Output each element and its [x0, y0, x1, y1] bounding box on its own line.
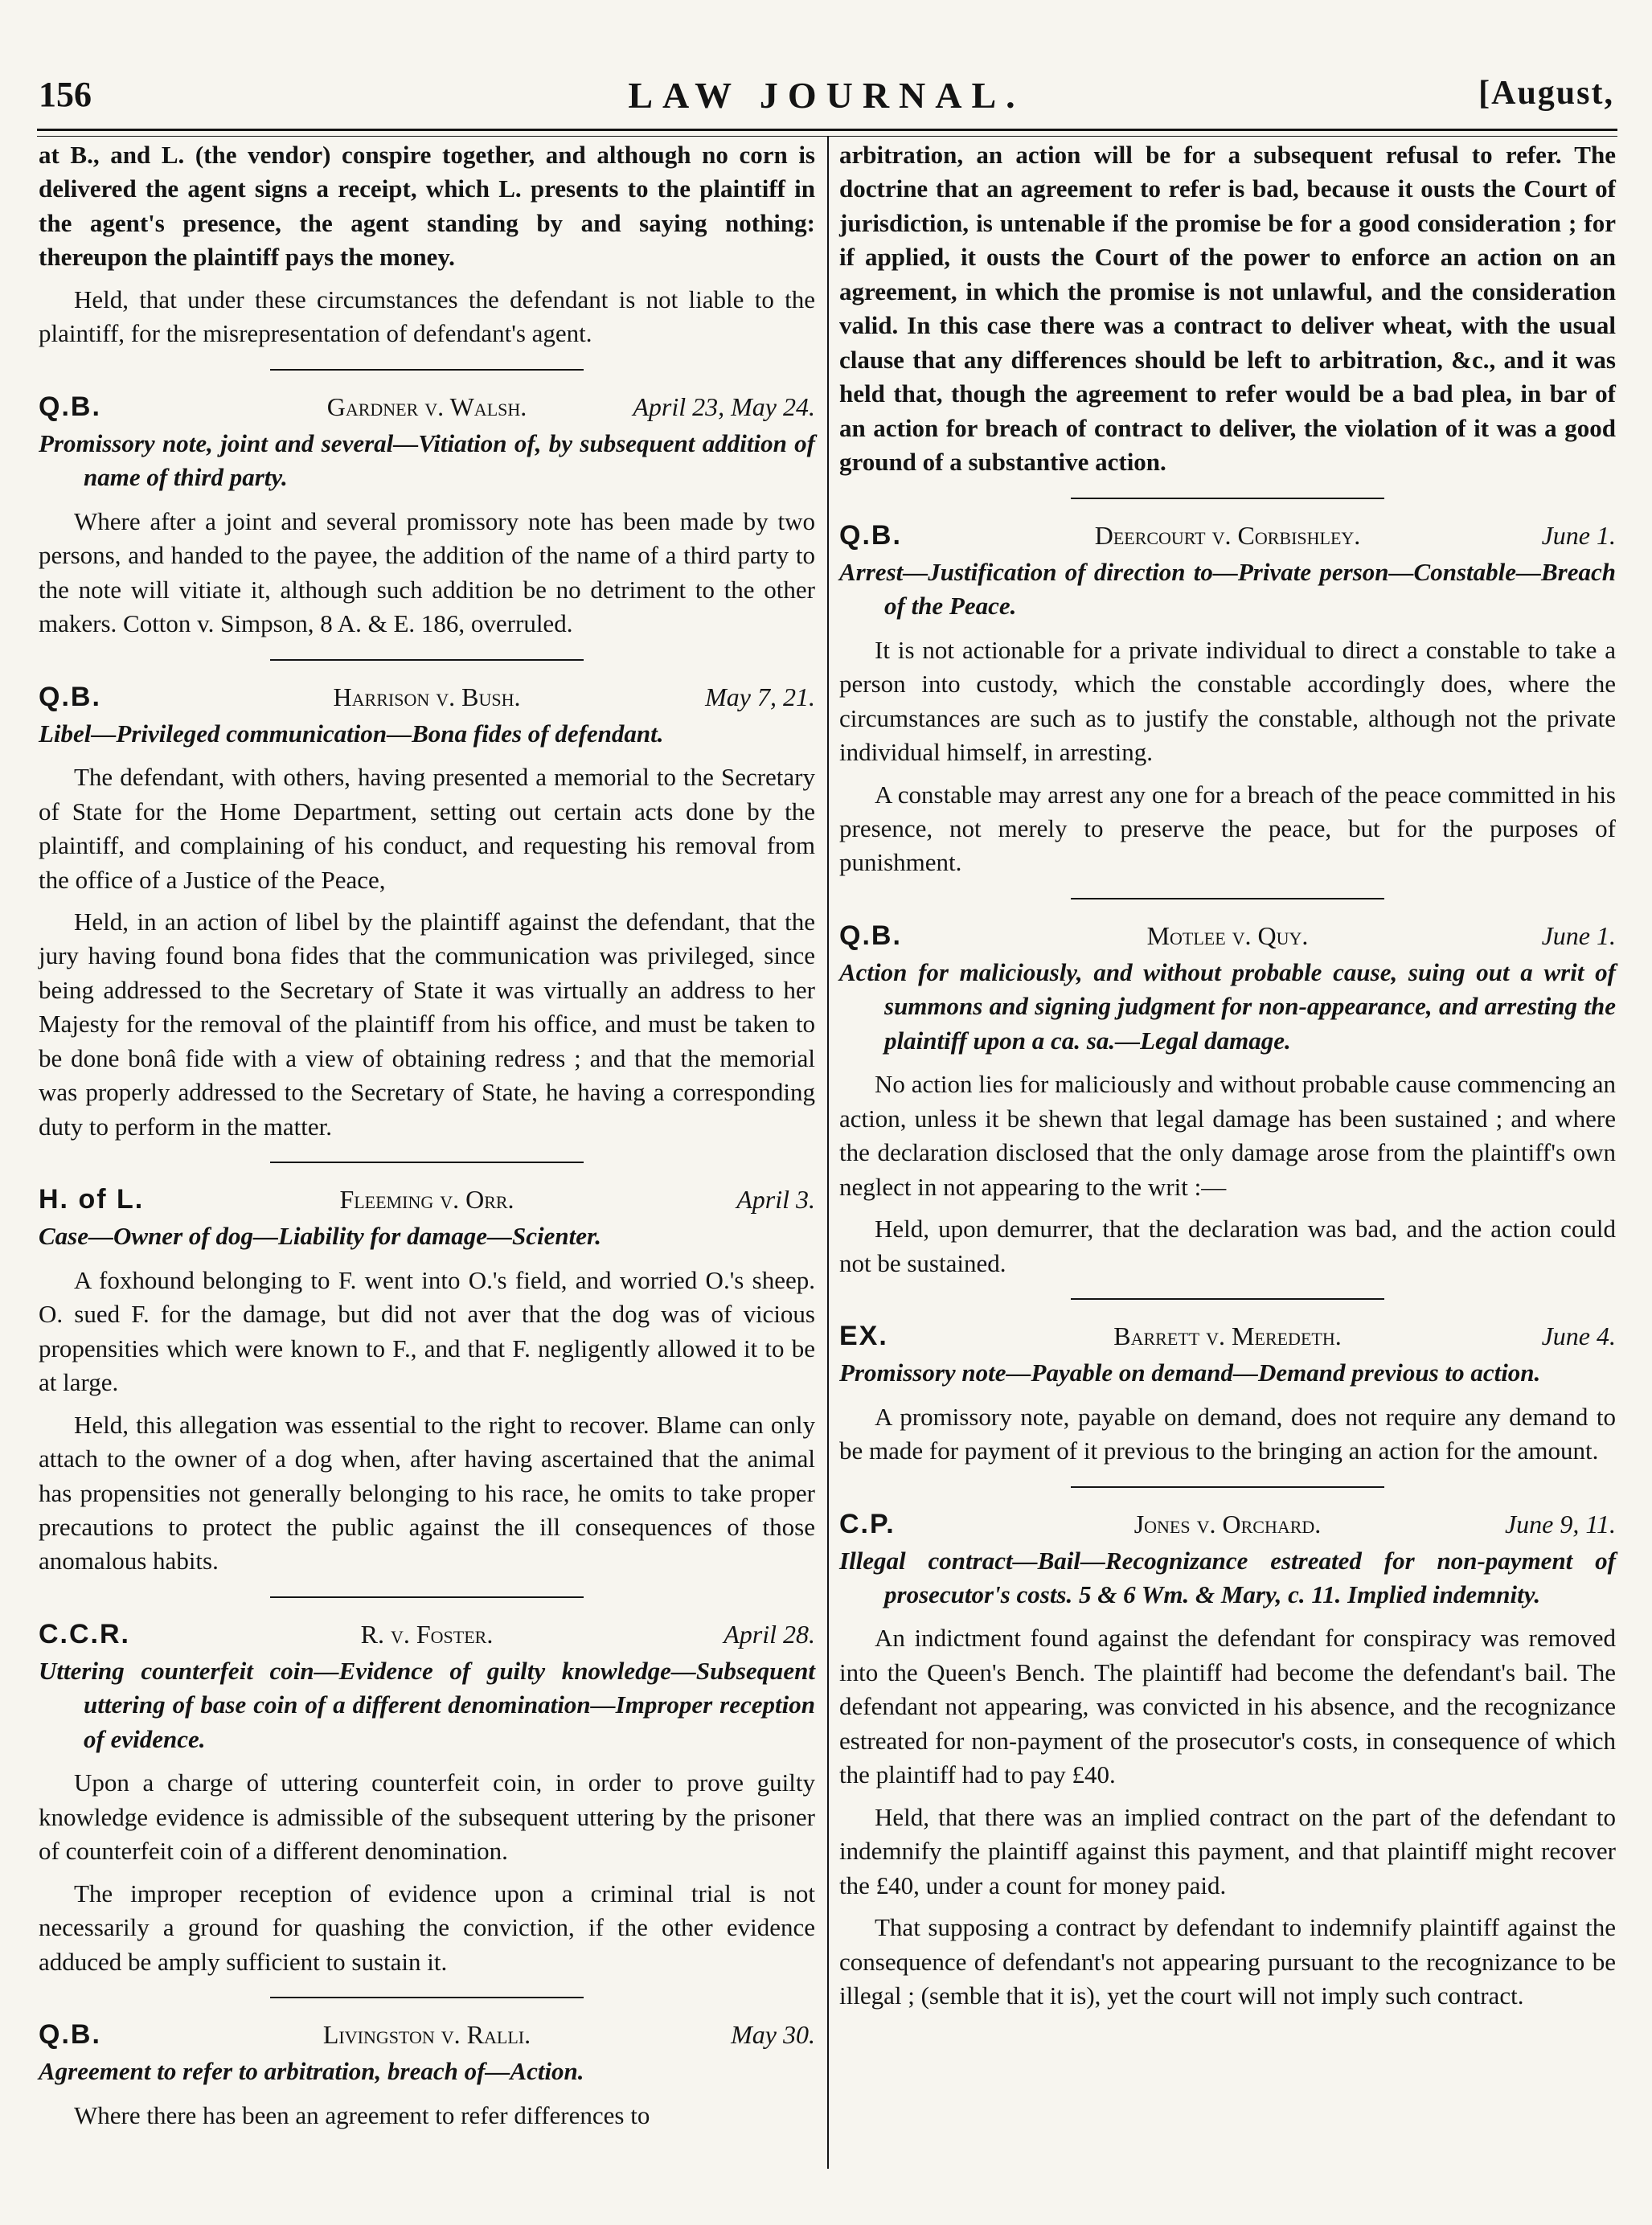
paragraph: The defendant, with others, having presented a memorial to the Secretary of State for the Home Department, setting out certain acts done by the plaintiff, and complaining of his conduct, and requesting his removal from the office of a Justice of the Peace,: [39, 763, 815, 894]
paragraph: Upon a charge of uttering counterfeit coin, in order to prove guilty knowledge evidence is admissible of the subsequent uttering by the prisoner of counterfeit coin of a different denomination.: [39, 1768, 815, 1866]
case-name: Livingston v. Ralli.: [322, 2020, 531, 2050]
case-name: Deercourt v. Corbishley.: [1094, 520, 1361, 550]
court-label: Q.B.: [839, 519, 902, 551]
left-column: [39, 138, 815, 2141]
paragraph: Where there has been an agreement to refer differences to: [74, 2100, 650, 2129]
paragraph: It is not actionable for a private individual to direct a constable to take a person into custody, which the constable accordingly does, where the circumstances are such as to justify the constable, although not the private individual himself, in arresting.: [839, 635, 1616, 767]
court-label: C.P.: [839, 1508, 896, 1539]
case-date: April 3.: [736, 1185, 815, 1215]
case-heading: [39, 387, 815, 427]
paragraph: That supposing a contract by defendant to indemnify plaintiff against the consequence of defendant's not appearing pursuant to the recognizance to be illegal ; (semble that it is), yet the court will not imply such contract.: [839, 1913, 1616, 2010]
page-header: [39, 74, 1614, 124]
paragraph: No action lies for maliciously and without probable cause commencing an action, unless it be shewn that legal damage has been sustained ; and where the declaration disclosed that the only damage arose from the plaintiff's own neglect in not appearing to the writ :—: [839, 1070, 1616, 1201]
case-topic: Promissory note, joint and several—Vitiation of, by subsequent addition of name of third party.: [39, 428, 815, 492]
case-heading: [839, 1504, 1616, 1544]
case-date: June 1.: [1541, 920, 1616, 950]
column-divider: [827, 137, 829, 2169]
case-name: Fleeming v. Orr.: [339, 1185, 514, 1215]
section-rule: [270, 1162, 584, 1163]
paragraph: Held, upon demurrer, that the declaration was bad, and the action could not be sustained.: [839, 1215, 1616, 1277]
case-topic: Libel—Privileged communication—Bona fides of defendant.: [39, 719, 664, 748]
paragraph: Held, in an action of libel by the plaintiff against the defendant, that the jury having found bona fides that the communication was privileged, since being addressed to the Secretary of State it was virtually an address to her Majesty for the removal of the plaintiff from his office, and must be taken to be done bonâ fide with a view of obtaining redress ; and that the memorial was properly addressed to the Secretary of State, he having a corresponding duty to perform in the matter.: [39, 907, 815, 1141]
case-topic: Illegal contract—Bail—Recognizance estreated for non-payment of prosecutor's costs. 5 & 6 Wm. & Mary, c. 11. Implied indemnity.: [839, 1546, 1616, 1608]
court-label: Q.B.: [839, 920, 902, 951]
case-heading: [839, 1316, 1616, 1356]
case-topic: Action for maliciously, and without probable cause, suing out a writ of summons and signing judgment for non-appearance, and arresting the plaintiff upon a ca. sa.—Legal damage.: [839, 957, 1616, 1055]
case-heading: [39, 1179, 815, 1219]
case-heading: [39, 2014, 815, 2055]
case-name: Barrett v. Meredeth.: [1113, 1321, 1342, 1351]
paragraph: The improper reception of evidence upon a criminal trial is not necessarily a ground for quashing the conviction, if the other evidence adduced be amply sufficient to sustain it.: [39, 1879, 815, 1976]
case-heading: [39, 677, 815, 717]
case-date: June 9, 11.: [1504, 1509, 1616, 1539]
section-rule: [270, 369, 584, 371]
section-rule: [1071, 1486, 1384, 1488]
section-rule: [1071, 898, 1384, 899]
section-rule: [270, 1596, 584, 1598]
running-month: [August,: [1478, 75, 1614, 112]
court-label: Q.B.: [39, 681, 101, 712]
paragraph: at B., and L. (the vendor) conspire together, and although no corn is delivered the agent signs a receipt, which L. presents to the plaintiff in the agent's presence, the agent standing by and saying nothing: thereupon the plaintiff pays the money.: [39, 141, 815, 272]
court-label: C.C.R.: [39, 1618, 130, 1649]
header-rule: [37, 129, 1617, 137]
case-heading: [839, 515, 1616, 555]
case-topic: Promissory note—Payable on demand—Demand previous to action.: [839, 1358, 1541, 1387]
case-date: June 4.: [1541, 1321, 1616, 1351]
page-number: 156: [39, 75, 92, 114]
paragraph: A constable may arrest any one for a breach of the peace committed in his presence, not merely to preserve the peace, but for the purposes of punishment.: [839, 780, 1616, 877]
paragraph: Held, that there was an implied contract on the part of the defendant to indemnify the plaintiff against this payment, and that plaintiff might recover the £40, under a count for money paid.: [839, 1802, 1616, 1899]
case-date: April 28.: [724, 1619, 815, 1649]
case-name: Harrison v. Bush.: [333, 682, 521, 711]
case-date: April 23, May 24.: [633, 391, 815, 421]
case-name: Motlee v. Quy.: [1146, 920, 1309, 950]
court-label: EX.: [839, 1321, 888, 1352]
case-date: May 30.: [731, 2020, 815, 2050]
case-name: Gardner v. Walsh.: [326, 391, 527, 421]
case-heading: [839, 916, 1616, 956]
case-topic: Arrest—Justification of direction to—Private person—Constable—Breach of the Peace.: [839, 557, 1616, 621]
paragraph: Held, that under these circumstances the defendant is not liable to the plaintiff, for the misrepresentation of defendant's agent.: [39, 285, 815, 348]
paragraph: A promissory note, payable on demand, does not require any demand to be made for payment of it previous to the bringing an action for the amount.: [839, 1402, 1616, 1465]
paragraph: An indictment found against the defendant for conspiracy was removed into the Queen's Bench. The plaintiff had become the defendant's bail. The defendant not appearing, was convicted in his absence, and the recognizance estreated for non-payment of the prosecutor's costs, in consequence of which the plaintiff had to pay £40.: [839, 1624, 1616, 1789]
court-label: Q.B.: [39, 391, 101, 422]
case-name: Jones v. Orchard.: [1133, 1509, 1322, 1539]
court-label: H. of L.: [39, 1184, 145, 1215]
paragraph: Where after a joint and several promissory note has been made by two persons, and handed to the payee, the addition of the name of a third party to the note will vitiate it, although such addition be no detriment to the other makers. Cotton v. Simpson, 8 A. & E. 186, overruled.: [39, 506, 815, 638]
case-topic: Uttering counterfeit coin—Evidence of guilty knowledge—Subsequent uttering of base coin of a different denomination—Improper reception of evidence.: [39, 1656, 815, 1753]
section-rule: [1071, 498, 1384, 499]
case-name: R. v. Foster.: [360, 1619, 494, 1649]
case-topic: Agreement to refer to arbitration, breach of—Action.: [39, 2057, 584, 2086]
section-rule: [270, 659, 584, 661]
section-rule: [1071, 1298, 1384, 1300]
case-date: May 7, 21.: [705, 682, 815, 711]
case-heading: [39, 1614, 815, 1654]
paragraph: arbitration, an action will be for a subsequent refusal to refer. The doctrine that an agreement to refer is bad, because it ousts the Court of jurisdiction, is untenable if the promise be for a good consideration ; for if applied, it ousts the Court of the power to enforce an action on an agreement, in which the promise is not unlawful, and the consideration valid. In this case there was a contract to deliver wheat, with the usual clause that any differences should be left to arbitration, &c., and it was held that, though the agreement to refer would be a bad plea, in bar of an action for breach of contract to deliver, the violation of it was a good ground of a substantive action.: [839, 141, 1616, 477]
journal-title: LAW JOURNAL.: [628, 75, 1025, 116]
court-label: Q.B.: [39, 2019, 101, 2051]
paragraph: Held, this allegation was essential to the right to recover. Blame can only attach to the owner of a dog when, after having ascertained that the animal has propensities not generally belonging to his race, he omits to take proper precautions to protect the public against the ill consequences of those anomalous habits.: [39, 1410, 815, 1576]
case-topic: Case—Owner of dog—Liability for damage—Scienter.: [39, 1222, 602, 1251]
case-date: June 1.: [1541, 520, 1616, 550]
section-rule: [270, 1997, 584, 1998]
right-column: [839, 138, 1616, 2022]
paragraph: A foxhound belonging to F. went into O.'s field, and worried O.'s sheep. O. sued F. for the damage, but did not aver that the dog was of vicious propensities which were known to F., and that F. negligently allowed it to be at large.: [39, 1265, 815, 1397]
